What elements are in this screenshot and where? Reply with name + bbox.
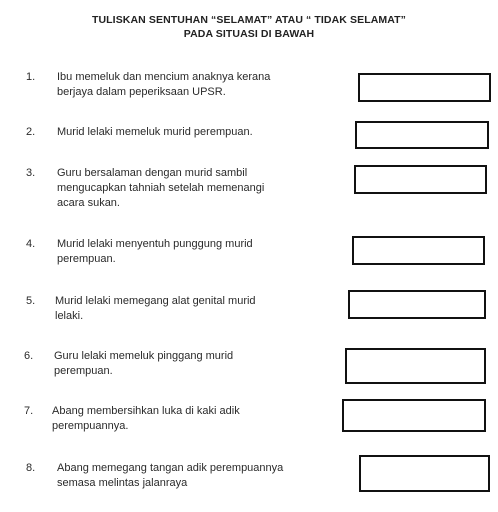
item-number: 5. [26,295,36,307]
worksheet-title-line-1: TULISKAN SENTUHAN “SELAMAT” ATAU “ TIDAK SELAMAT” [91,14,407,26]
item-text: Abang membersihkan luka di kaki adik perempuannya. [52,405,240,432]
item-number: 7. [24,405,34,417]
answer-box-2[interactable] [355,121,489,149]
item-number: 3. [26,167,36,179]
item-number: 4. [26,238,36,250]
item-number: 6. [24,350,34,362]
answer-box-4[interactable] [352,236,485,265]
item-number: 1. [26,71,36,83]
item-text: Guru bersalaman dengan murid sambil mengucapkan tahniah setelah memenangi acara sukan. [57,167,265,209]
answer-box-7[interactable] [342,399,486,432]
answer-box-5[interactable] [348,290,486,319]
item-text: Abang memegang tangan adik perempuannya semasa melintas jalanraya [57,462,284,489]
item-text: Murid lelaki memeluk murid perempuan. [57,126,253,138]
item-text: Murid lelaki menyentuh punggung murid perempuan. [57,238,253,265]
item-text: Murid lelaki memegang alat genital murid lelaki. [55,295,256,322]
item-text: Ibu memeluk dan mencium anaknya kerana berjaya dalam peperiksaan UPSR. [57,71,271,98]
answer-box-3[interactable] [354,165,487,194]
item-number: 2. [26,126,36,138]
answer-box-8[interactable] [359,455,490,492]
item-number: 8. [26,462,36,474]
answer-box-1[interactable] [358,73,491,102]
worksheet-title-line-2: PADA SITUASI DI BAWAH [183,28,315,40]
item-text: Guru lelaki memeluk pinggang murid perempuan. [54,350,234,377]
answer-box-6[interactable] [345,348,486,384]
